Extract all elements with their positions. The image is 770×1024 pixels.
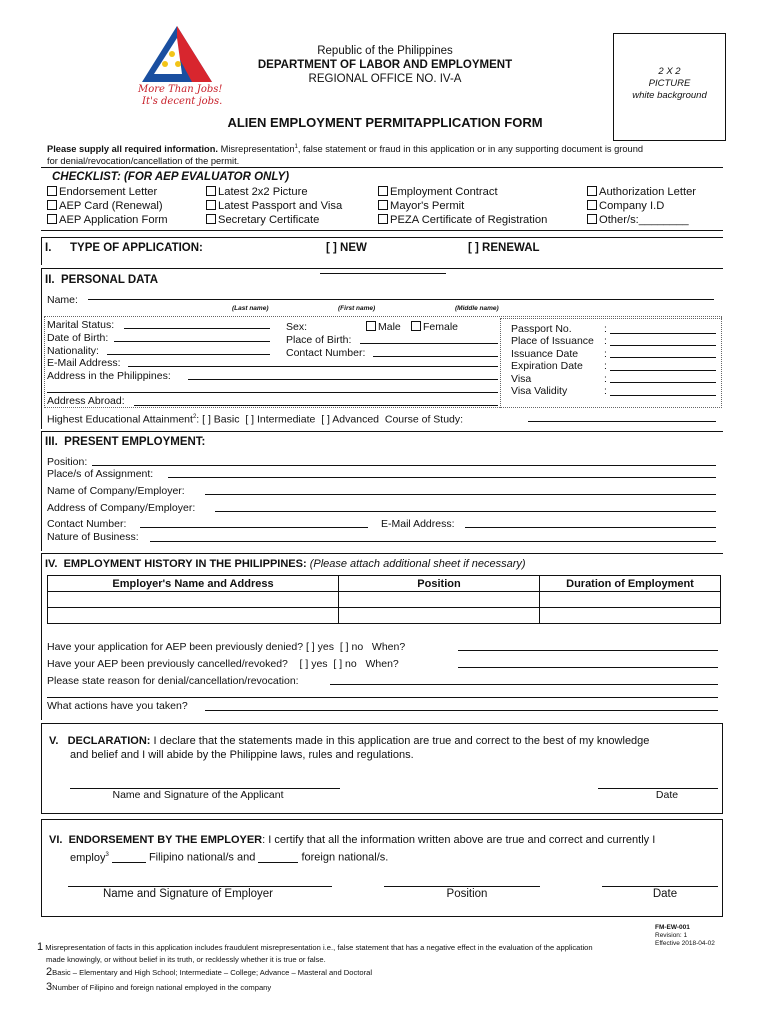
employer-position-line[interactable] [384, 886, 540, 887]
passport-labels [511, 323, 594, 397]
photo-box[interactable] [613, 33, 726, 141]
checklist-item[interactable]: Authorization Letter [587, 185, 696, 199]
visa-label: Visa [511, 372, 532, 385]
checklist-item[interactable]: Endorsement Letter [47, 185, 168, 199]
intro-line2: for denial/revocation/cancellation of the permit. [47, 156, 240, 167]
checklist-col-4 [587, 185, 696, 227]
visa-field[interactable] [610, 382, 716, 383]
checklist-item[interactable]: Latest Passport and Visa [206, 199, 342, 213]
checklist-item[interactable]: AEP Card (Renewal) [47, 199, 168, 213]
header-republic: Republic of the Philippines [317, 45, 453, 57]
issuance-date-label: Issuance Date [511, 347, 579, 360]
position-field[interactable] [92, 465, 716, 466]
address-ph-field-2[interactable] [47, 392, 498, 393]
place-issuance-field[interactable] [610, 345, 716, 346]
col-duration: Duration of Employment [540, 576, 721, 592]
applicant-signature-label: Name and Signature of the Applicant [112, 789, 284, 801]
address-abroad-label: Address Abroad: [47, 395, 125, 407]
place-assignment-label: Place/s of Assignment: [47, 468, 154, 480]
header-block [230, 44, 540, 86]
first-name-caption: (First name) [338, 305, 376, 312]
passport-no-label: Passport No. [511, 323, 572, 335]
form-revision: Revision: 1 [655, 932, 688, 939]
dole-logo [132, 24, 222, 110]
middle-name-caption: (Middle name) [455, 305, 499, 312]
employer-contact-field[interactable] [140, 527, 368, 528]
footnote-1: 1 Misrepresentation of facts in this application includes fraudulent misrepresentation i.e., false statement that has a negative effect in the evaluation of the application made knowingly, or without belief in its truth, or recklessly whether it is true or false. [37, 941, 593, 964]
passport-colons: : : : : : : [604, 323, 607, 398]
cancelled-question: Have your AEP been previously cancelled/revoked? [ ] yes [ ] no When? [47, 658, 399, 670]
photo-size: 2 X 2 [658, 66, 681, 77]
footnote-2: 2Basic – Elementary and High School; Intermediate – College; Advance – Masteral and Doctoral [46, 966, 373, 978]
dob-label: Date of Birth: [47, 332, 109, 344]
form-effective: Effective 2018-04-02 [655, 940, 715, 947]
checklist-item[interactable]: Employment Contract [378, 185, 547, 199]
foreign-count-field[interactable] [258, 862, 298, 863]
dob-field[interactable] [114, 341, 270, 342]
checklist-item[interactable]: Mayor's Permit [378, 199, 547, 213]
employer-signature-label: Name and Signature of Employer [102, 888, 274, 900]
course-label: Course of Study: [384, 413, 464, 426]
employer-date-line[interactable] [602, 886, 718, 887]
endorsement-text: VI. ENDORSEMENT BY THE EMPLOYER: I certify that all the information written above are true and correct and currently I employ$^3$ Filipino national/s and foreign national/s. [49, 834, 656, 864]
name-field[interactable] [88, 299, 714, 300]
contact-field[interactable] [373, 356, 498, 357]
address-ph-field[interactable] [188, 379, 498, 380]
employment-history-table [47, 575, 721, 624]
denied-question: Have your application for AEP been previously denied? [ ] yes [ ] no When? [47, 641, 406, 653]
photo-label: PICTURE [648, 78, 691, 89]
employer-position-label: Position [446, 888, 488, 900]
sex-male-option[interactable]: Male [366, 321, 401, 334]
logo-slogan-1: More Than Jobs! [138, 84, 223, 95]
checklist-title: CHECKLIST: (FOR AEP EVALUATOR ONLY) [52, 171, 290, 183]
edu-intermediate-option[interactable]: [ ] Intermediate [245, 413, 316, 426]
employer-email-label: E-Mail Address: [381, 518, 455, 530]
address-ph-label: Address in the Philippines: [47, 370, 171, 382]
reason-field-2[interactable] [47, 697, 718, 698]
pob-field[interactable] [360, 343, 498, 344]
header-department: DEPARTMENT OF LABOR AND EMPLOYMENT [257, 59, 513, 71]
intro-rest2: , false statement or fraud in this application or in any supporting document is ground [297, 144, 644, 155]
employer-contact-label: Contact Number: [47, 518, 127, 530]
expiration-date-field[interactable] [610, 370, 716, 371]
declaration-text: V. DECLARATION: I declare that the statements made in this application are true and correct to the best of my knowledge and belief and I will abide by the Philippine laws, rules and regulations. [49, 735, 650, 761]
form-code-block [655, 924, 715, 948]
marital-label: Marital Status: [47, 319, 115, 331]
edu-basic-option[interactable]: [ ] Basic [202, 413, 240, 426]
checklist-col-2 [206, 185, 342, 227]
employer-email-field[interactable] [465, 527, 716, 528]
form-title: ALIEN EMPLOYMENT PERMITAPPLICATION FORM [227, 115, 543, 130]
col-employer: Employer's Name and Address [48, 576, 339, 592]
intro-rest1: Misrepresentation [218, 144, 295, 155]
checklist-item[interactable]: AEP Application Form [47, 213, 168, 227]
checklist-col-1 [47, 185, 168, 227]
form-code: FM-EW-001 [655, 924, 690, 931]
visa-validity-label: Visa Validity [511, 385, 568, 398]
company-address-field[interactable] [215, 511, 716, 512]
last-name-caption: (Last name) [232, 305, 269, 312]
course-field[interactable] [528, 421, 716, 422]
position-label: Position: [47, 456, 88, 468]
checklist-item[interactable]: Secretary Certificate [206, 213, 342, 227]
email-field[interactable] [128, 366, 498, 367]
education-label: Highest Educational Attainment [47, 413, 193, 426]
checklist-item[interactable]: Company I.D [587, 199, 696, 213]
logo-slogan-2: It's decent jobs. [142, 96, 223, 107]
checklist-item[interactable]: PEZA Certificate of Registration [378, 213, 547, 227]
footnote-3: 3Number of Filipino and foreign national employed in the company [46, 981, 272, 993]
contact-label: Contact Number: [286, 347, 366, 359]
issuance-date-field[interactable] [610, 357, 716, 358]
applicant-date-label: Date [655, 789, 679, 801]
actions-field[interactable] [205, 710, 718, 711]
reason-label: Please state reason for denial/cancellation/revocation: [47, 675, 299, 687]
intro-bold: Please supply all required information. [47, 144, 219, 155]
col-position: Position [339, 576, 540, 592]
section-3-header: III. PRESENT EMPLOYMENT: [45, 436, 206, 448]
sex-female-option[interactable]: Female [411, 321, 458, 334]
checklist-col-3 [378, 185, 547, 227]
actions-label: What actions have you taken? [47, 700, 188, 712]
intro-text [47, 141, 643, 167]
marital-field[interactable] [124, 328, 270, 329]
denied-when-field[interactable] [458, 650, 718, 651]
reason-field[interactable] [330, 684, 718, 685]
nature-business-field[interactable] [150, 541, 716, 542]
company-address-label: Address of Company/Employer: [47, 502, 196, 514]
filipino-count-field[interactable] [112, 862, 146, 863]
section-2-header: II. PERSONAL DATA [45, 274, 159, 286]
checklist-item[interactable]: Latest 2x2 Picture [206, 185, 342, 199]
company-name-label: Name of Company/Employer: [47, 485, 185, 497]
email-label: E-Mail Address: [47, 357, 121, 369]
header-region: REGIONAL OFFICE NO. IV-A [308, 73, 462, 85]
employer-date-label: Date [652, 888, 678, 900]
place-assignment-field[interactable] [168, 477, 716, 478]
checklist-item[interactable]: Other/s:________ [587, 213, 696, 227]
name-label: Name: [47, 294, 78, 306]
nationality-field[interactable] [107, 354, 270, 355]
section-4-header: IV. EMPLOYMENT HISTORY IN THE PHILIPPINES: (Please attach additional sheet if necessary) [45, 558, 526, 570]
education-row: Highest Educational Attainment$^2$: [ ] Basic [ ] Intermediate [ ] Advanced Course of Study: [47, 413, 464, 426]
nature-business-label: Nature of Business: [47, 531, 139, 543]
employer-signature-line[interactable] [68, 886, 332, 887]
expiration-date-label: Expiration Date [511, 360, 583, 373]
passport-no-field[interactable] [610, 333, 716, 334]
table-row[interactable] [48, 608, 721, 624]
pob-label: Place of Birth: [286, 334, 352, 346]
type-renewal-option[interactable]: [ ] RENEWAL [468, 242, 540, 254]
company-name-field[interactable] [205, 494, 716, 495]
edu-advanced-option[interactable]: [ ] Advanced [321, 413, 380, 426]
section-1-num: I. [45, 242, 52, 254]
table-row[interactable] [48, 592, 721, 608]
nationality-label: Nationality: [47, 345, 99, 357]
visa-validity-field[interactable] [610, 395, 716, 396]
type-new-option[interactable]: [ ] NEW [326, 242, 367, 254]
sex-label: Sex: [286, 321, 308, 333]
section-1-title: TYPE OF APPLICATION: [70, 242, 203, 254]
cancelled-when-field[interactable] [458, 667, 718, 668]
intro-sup: 1 [294, 144, 298, 150]
photo-bg: white background [632, 90, 707, 101]
place-issuance-label: Place of Issuance [511, 335, 594, 348]
address-abroad-field[interactable] [134, 405, 498, 406]
